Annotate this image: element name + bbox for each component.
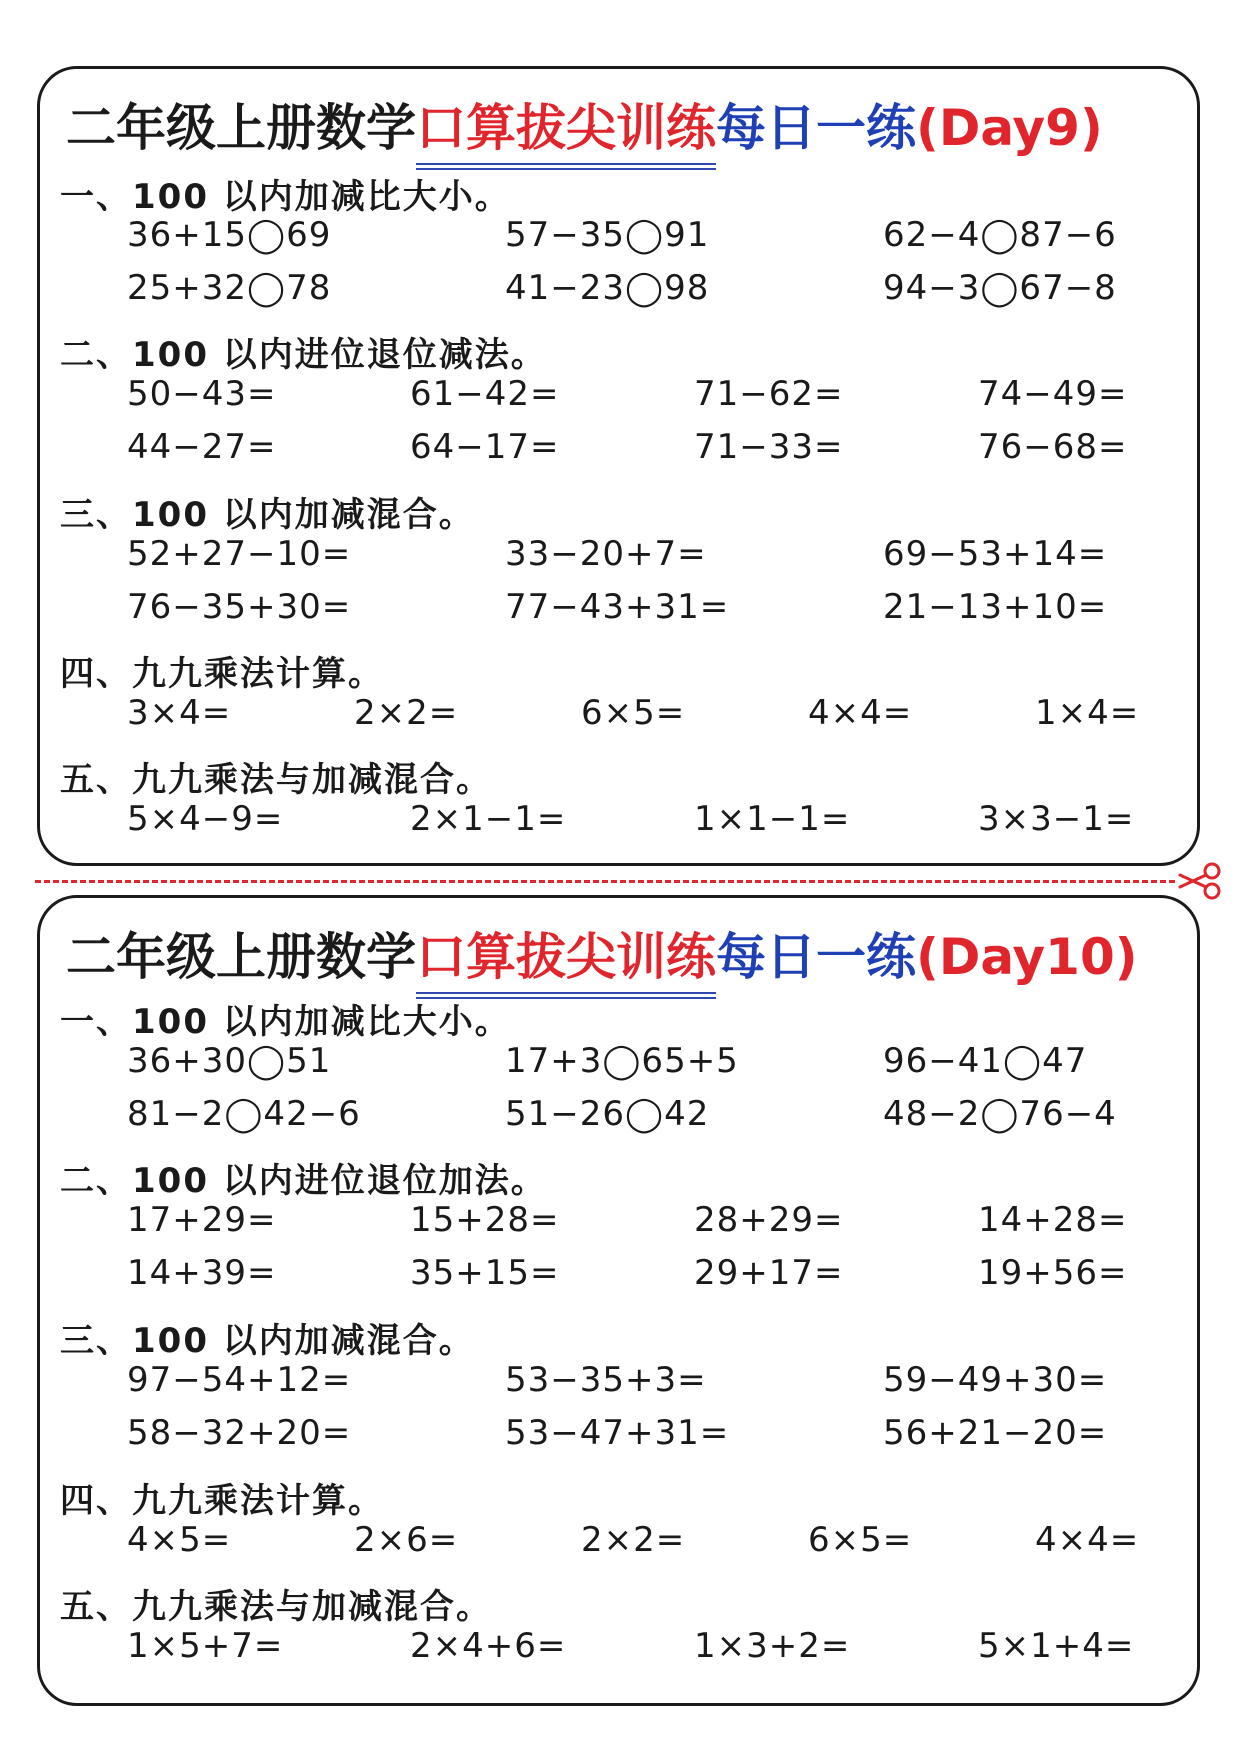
problem: 71−33= xyxy=(694,427,844,467)
problem-row xyxy=(40,1094,1197,1144)
problem: 81−2◯42−6 xyxy=(127,1094,361,1134)
problem: 15+28= xyxy=(410,1200,560,1240)
problem: 2×2= xyxy=(581,1520,686,1560)
problem: 57−35◯91 xyxy=(505,215,710,255)
problem-row xyxy=(40,268,1197,318)
problem: 25+32◯78 xyxy=(127,268,332,308)
problem: 48−2◯76−4 xyxy=(883,1094,1117,1134)
problem: 56+21−20= xyxy=(883,1413,1108,1453)
problem: 53−35+3= xyxy=(505,1360,707,1400)
section-heading: 四、九九乘法计算。 xyxy=(60,654,384,694)
problem: 3×4= xyxy=(127,693,232,733)
problem: 58−32+20= xyxy=(127,1413,352,1453)
problem: 52+27−10= xyxy=(127,534,352,574)
section-heading: 二、100 以内进位退位减法。 xyxy=(60,335,547,375)
problem: 5×1+4= xyxy=(978,1626,1135,1666)
problem: 28+29= xyxy=(694,1200,844,1240)
worksheet-title xyxy=(66,912,1177,1002)
problem-row xyxy=(40,1041,1197,1091)
section-heading: 五、九九乘法与加减混合。 xyxy=(60,1587,492,1627)
problem: 62−4◯87−6 xyxy=(883,215,1117,255)
problem: 4×4= xyxy=(1035,1520,1140,1560)
problem: 64−17= xyxy=(410,427,560,467)
problem: 76−35+30= xyxy=(127,587,352,627)
problem: 35+15= xyxy=(410,1253,560,1293)
problem-row xyxy=(40,1200,1197,1250)
section-heading: 一、100 以内加减比大小。 xyxy=(60,177,511,217)
scissors-icon xyxy=(1176,862,1222,900)
problem-row xyxy=(40,587,1197,637)
problem: 1×1−1= xyxy=(694,799,851,839)
problem: 51−26◯42 xyxy=(505,1094,710,1134)
problem: 2×4+6= xyxy=(410,1626,567,1666)
problem: 33−20+7= xyxy=(505,534,707,574)
problem: 94−3◯67−8 xyxy=(883,268,1117,308)
title-highlight: 口算拔尖训练 xyxy=(416,922,716,999)
section-heading: 四、九九乘法计算。 xyxy=(60,1481,384,1521)
problem: 29+17= xyxy=(694,1253,844,1293)
problem: 1×4= xyxy=(1035,693,1140,733)
problem: 17+29= xyxy=(127,1200,277,1240)
problem-row xyxy=(40,693,1197,743)
problem: 53−47+31= xyxy=(505,1413,730,1453)
problem: 19+56= xyxy=(978,1253,1128,1293)
problem-row xyxy=(40,215,1197,265)
title-daily: 每日一练 xyxy=(716,99,916,157)
section-heading: 二、100 以内进位退位加法。 xyxy=(60,1161,547,1201)
problem: 96−41◯47 xyxy=(883,1041,1088,1081)
problem: 76−68= xyxy=(978,427,1128,467)
problem-row xyxy=(40,1626,1197,1676)
problem-row xyxy=(40,1413,1197,1463)
title-grade: 二年级上册数学 xyxy=(66,99,416,157)
problem: 44−27= xyxy=(127,427,277,467)
problem: 36+30◯51 xyxy=(127,1041,332,1081)
title-day: (Day9) xyxy=(916,99,1103,157)
problem-row xyxy=(40,374,1197,424)
problem: 77−43+31= xyxy=(505,587,730,627)
problem-row xyxy=(40,799,1197,849)
problem: 36+15◯69 xyxy=(127,215,332,255)
worksheet-title xyxy=(66,83,1177,173)
worksheet-day10 xyxy=(37,895,1200,1706)
problem: 61−42= xyxy=(410,374,560,414)
section-heading: 三、100 以内加减混合。 xyxy=(60,495,475,535)
problem: 3×3−1= xyxy=(978,799,1135,839)
problem-row xyxy=(40,1360,1197,1410)
problem: 2×6= xyxy=(354,1520,459,1560)
problem-row xyxy=(40,427,1197,477)
problem: 14+28= xyxy=(978,1200,1128,1240)
section-heading: 五、九九乘法与加减混合。 xyxy=(60,760,492,800)
title-day: (Day10) xyxy=(916,928,1138,986)
problem: 50−43= xyxy=(127,374,277,414)
problem: 5×4−9= xyxy=(127,799,284,839)
problem: 6×5= xyxy=(808,1520,913,1560)
problem: 97−54+12= xyxy=(127,1360,352,1400)
problem: 4×4= xyxy=(808,693,913,733)
section-heading: 三、100 以内加减混合。 xyxy=(60,1321,475,1361)
problem: 21−13+10= xyxy=(883,587,1108,627)
problem: 1×3+2= xyxy=(694,1626,851,1666)
problem: 59−49+30= xyxy=(883,1360,1108,1400)
cut-line xyxy=(35,880,1175,883)
problem: 14+39= xyxy=(127,1253,277,1293)
problem-row xyxy=(40,1520,1197,1570)
problem: 69−53+14= xyxy=(883,534,1108,574)
problem: 4×5= xyxy=(127,1520,232,1560)
problem: 41−23◯98 xyxy=(505,268,710,308)
problem: 2×2= xyxy=(354,693,459,733)
problem: 71−62= xyxy=(694,374,844,414)
problem: 1×5+7= xyxy=(127,1626,284,1666)
section-heading: 一、100 以内加减比大小。 xyxy=(60,1002,511,1042)
title-grade: 二年级上册数学 xyxy=(66,928,416,986)
title-highlight: 口算拔尖训练 xyxy=(416,93,716,170)
problem-row xyxy=(40,1253,1197,1303)
problem-row xyxy=(40,534,1197,584)
problem: 6×5= xyxy=(581,693,686,733)
problem: 2×1−1= xyxy=(410,799,567,839)
problem: 17+3◯65+5 xyxy=(505,1041,739,1081)
problem: 74−49= xyxy=(978,374,1128,414)
title-daily: 每日一练 xyxy=(716,928,916,986)
worksheet-day9 xyxy=(37,66,1200,866)
